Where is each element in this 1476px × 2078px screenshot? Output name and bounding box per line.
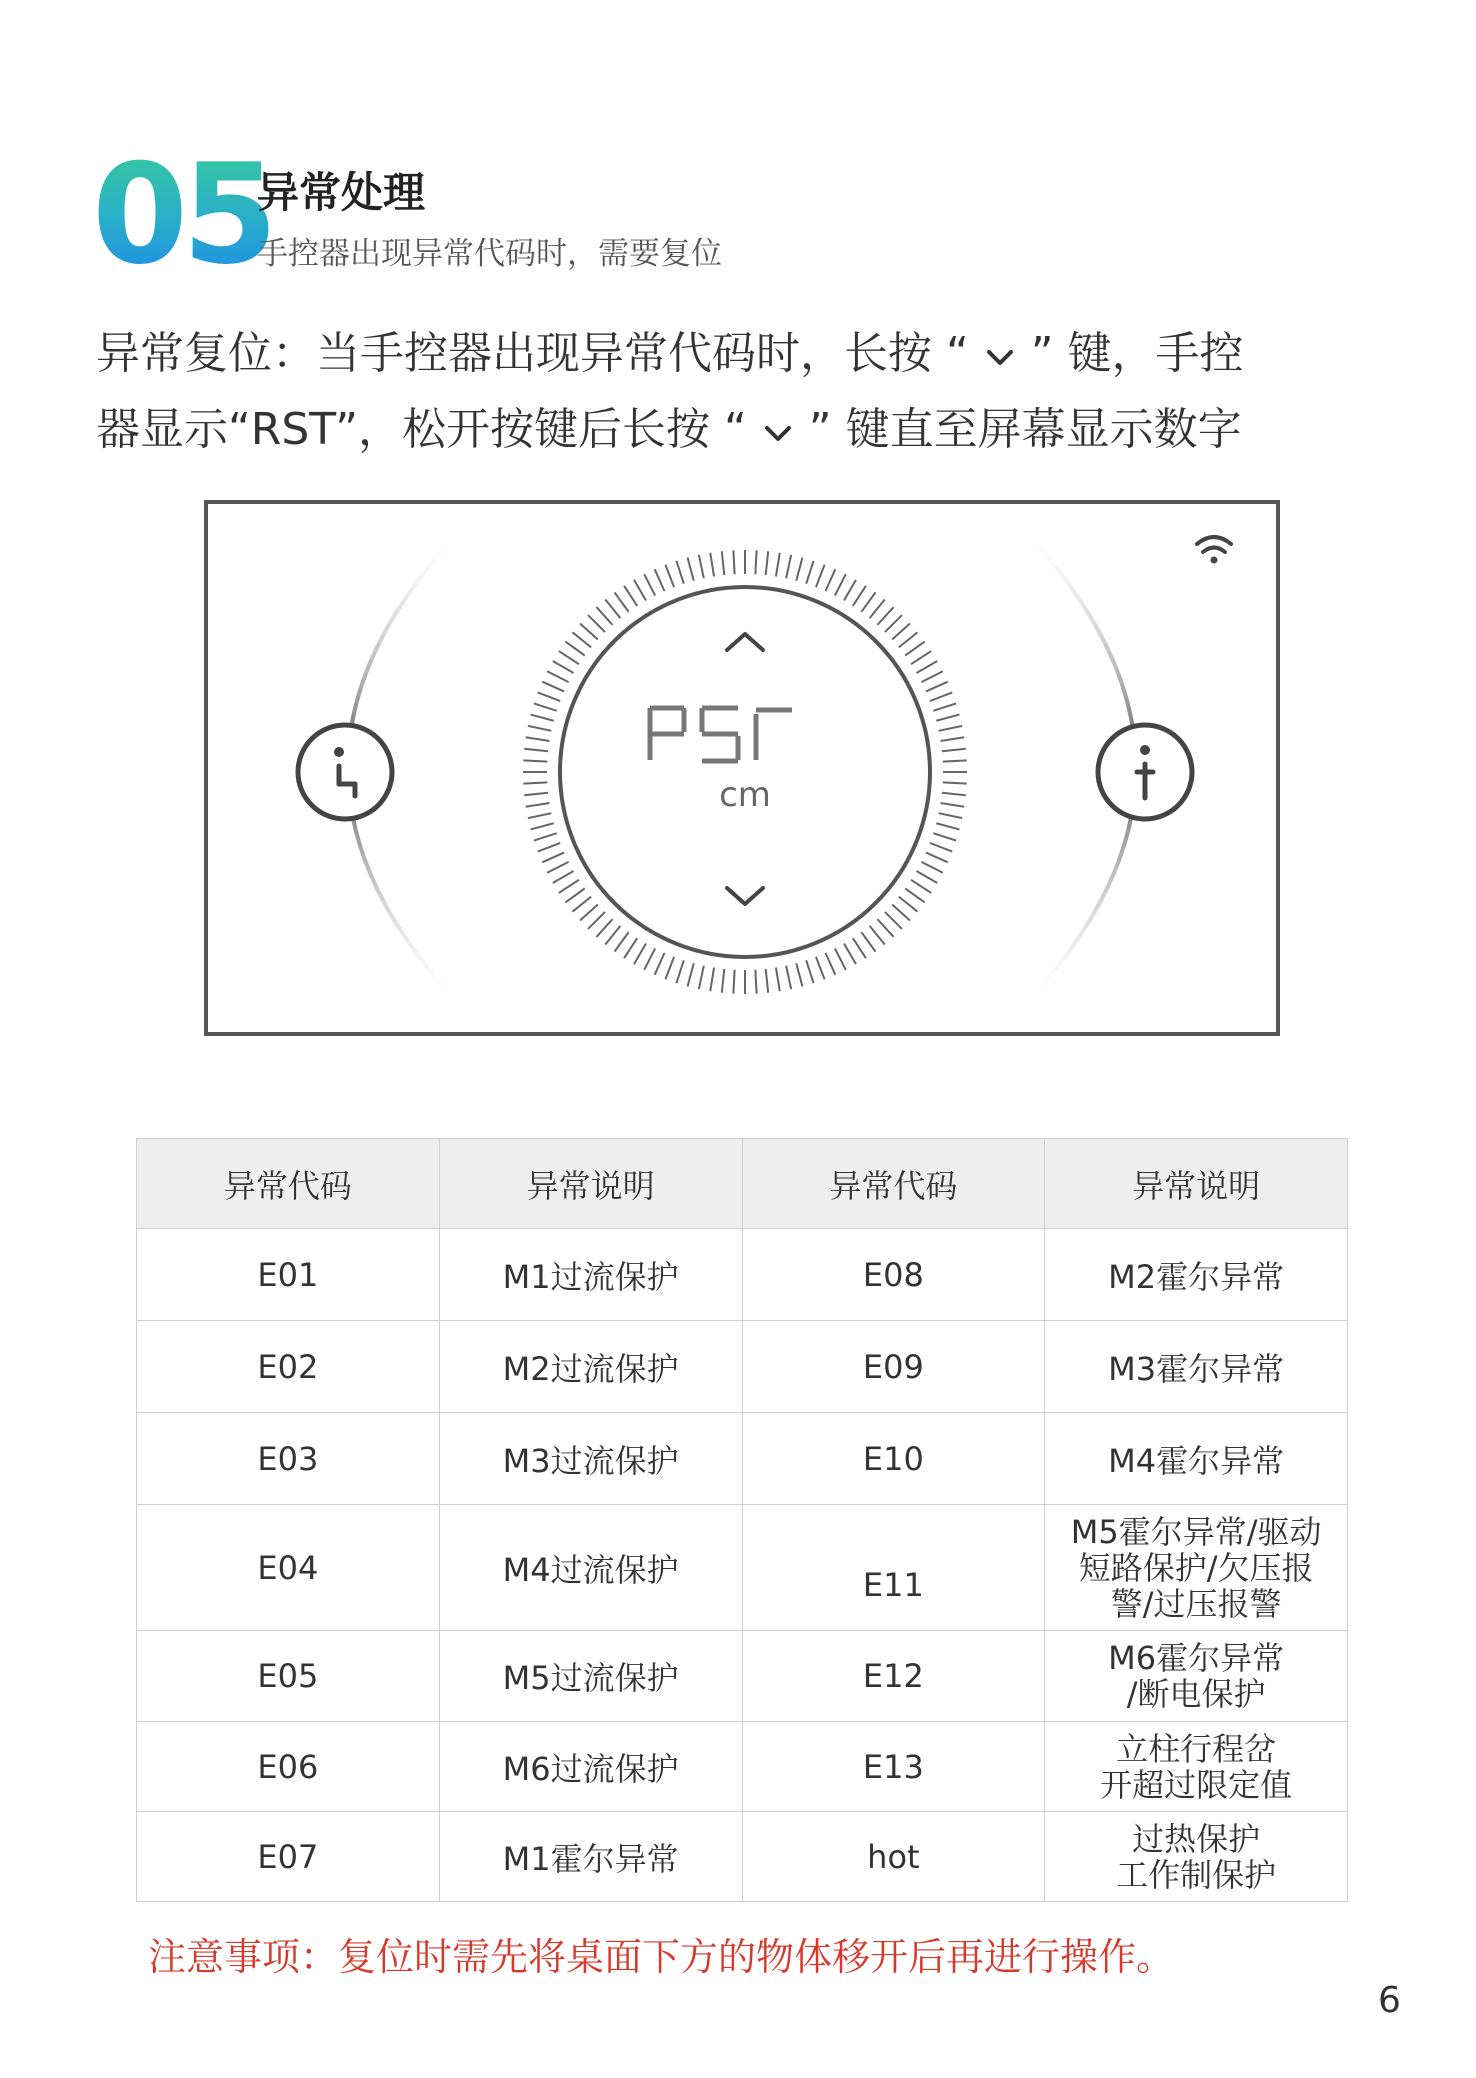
dial-tick [605,599,620,618]
dial-tick [624,586,637,606]
error-code-cell: E10 [742,1413,1045,1505]
desc-line: M5霍尔异常/驱动 短路保护/欠压报 警/过压报警 [1070,1512,1322,1623]
table-row [137,1505,1348,1631]
instruction-line-2-end: ” 键直至屏幕显示数字 [808,404,1242,455]
dial-tick [930,843,952,852]
dial-tick [844,943,856,964]
dial-tick [943,760,967,761]
error-desc-cell: M4霍尔异常 [1045,1413,1348,1505]
dial-tick [733,550,734,574]
dial-tick [885,615,902,632]
instruction-line-2-start: 器显示“RST”，松开按键后长按 “ [96,404,747,455]
wifi-icon [1197,537,1231,564]
dial-tick [885,912,902,929]
dial-tick [722,969,725,993]
dial-tick [766,969,769,993]
dial-tick [786,966,791,989]
dial-tick [572,632,591,647]
instruction-line-1-start: 异常复位：当手控器出现异常代码时，长按 “ [96,328,969,379]
dial-tick [835,948,846,969]
table-row [137,1413,1348,1505]
instruction-line-1-end: ” 键，手控 [1030,328,1244,379]
dial-tick [547,862,568,873]
error-code-cell: E01 [137,1229,440,1321]
dial-tick [936,823,959,829]
dial-tick [870,926,885,945]
error-code-cell: E05 [137,1631,440,1722]
dial-tick [916,871,937,883]
dial-tick [624,938,637,958]
dial-tick [538,692,560,701]
error-code-cell: E12 [742,1631,1045,1722]
error-desc-cell [1045,1505,1348,1631]
dial-tick [665,565,674,587]
dial-tick [565,888,584,902]
dial-tick [547,671,568,682]
dial-tick [531,823,554,829]
dial-tick [755,970,756,994]
dial-tick [644,574,655,595]
error-code-table [136,1138,1348,1902]
section-subtitle: 手控器出现异常代码时，需要复位 [257,236,722,272]
dial-tick [936,715,959,721]
dial-tick [542,682,564,692]
dial-tick [892,623,910,639]
dial-tick [588,615,605,632]
dial-tick [559,880,579,893]
table-header-row [137,1139,1348,1229]
dial-tick [853,586,866,606]
notice-text: 注意事项：复位时需先将桌面下方的物体移开后再进行操作。 [148,1935,1175,1979]
desc-line: M6霍尔异常 /断电保护 [1108,1639,1285,1713]
table-row [137,1812,1348,1902]
dial-tick [553,871,574,883]
dial-tick [892,904,910,920]
dial-tick [899,897,918,912]
dial-tick [905,888,924,902]
dial-tick [676,561,683,584]
section-title: 异常处理 [257,168,426,217]
desc-line: 过热保护 工作制保护 [1116,1819,1277,1894]
reset-instruction [96,316,1386,468]
dial-tick [941,737,965,741]
dial-tick [528,813,551,818]
error-code-cell: hot [742,1812,1045,1902]
dial-tick [596,607,612,625]
dial-tick [699,555,704,578]
dial-tick [526,803,550,807]
dial-tick [534,703,557,710]
table-row [137,1321,1348,1413]
error-desc-cell: M3过流保护 [439,1413,742,1505]
stand-position-button [1098,725,1192,819]
dial-tick [733,970,734,994]
dial-tick [816,565,825,587]
error-desc-cell: M3霍尔异常 [1045,1321,1348,1413]
dial-tick [911,651,931,664]
dial-tick [688,963,694,986]
error-desc-cell: M4过流保护 [439,1505,742,1631]
dial-tick [806,561,813,584]
error-desc-cell: M1过流保护 [439,1229,742,1321]
error-code-cell: E06 [137,1722,440,1812]
dial-tick [933,833,956,840]
dial-tick [916,661,937,673]
section-number: 05 [92,134,273,295]
error-code-cell: E13 [742,1722,1045,1812]
page-number: 6 [1378,1980,1401,2021]
table-row [137,1722,1348,1812]
header-code-2: 异常代码 [742,1139,1045,1229]
header-desc-2: 异常说明 [1045,1139,1348,1229]
error-desc-cell [1045,1631,1348,1722]
dial-tick [816,957,825,979]
dial-tick [665,957,674,979]
dial-tick [699,966,704,989]
dial-tick [538,843,560,852]
error-code-cell: E07 [137,1812,440,1902]
dial-tick [911,880,931,893]
dial-tick [877,919,893,937]
error-desc-cell: M6过流保护 [439,1722,742,1812]
dial-tick [926,853,948,863]
dial-tick [524,749,548,752]
dial-tick [796,558,802,581]
error-code-cell: E09 [742,1321,1045,1413]
error-desc-cell: M5过流保护 [439,1631,742,1722]
header-desc-1: 异常说明 [439,1139,742,1229]
dial-tick [933,703,956,710]
dial-tick [826,569,836,591]
instruction-line-1 [96,316,1386,392]
dial-tick [861,592,875,611]
table-row [137,1229,1348,1321]
dial-tick [776,553,780,577]
dial-tick [942,793,966,796]
sit-position-button [298,725,392,819]
dial-tick [531,715,554,721]
dial-tick [559,651,579,664]
dial-tick [572,897,591,912]
dial-tick [930,692,952,701]
error-desc-cell: M1霍尔异常 [439,1812,742,1902]
table-row [137,1631,1348,1722]
dial-tick [565,642,584,656]
dial-tick [826,953,836,975]
dial-tick [796,963,802,986]
dial-tick [905,642,924,656]
chevron-down-icon [983,342,1017,372]
dial-tick [710,968,714,992]
remote-illustration [204,500,1280,1036]
dial-tick [676,960,683,983]
dial-tick [524,793,548,796]
dial-tick [877,607,893,625]
dial-tick [755,550,756,574]
dial-tick [528,726,551,731]
error-code-cell: E08 [742,1229,1045,1321]
dial-tick [580,904,598,920]
dial-tick [655,569,665,591]
dial-tick [939,726,962,731]
display-unit: cm [719,775,771,815]
dial-tick [776,968,780,992]
dial-tick [722,551,725,575]
dial-tick [644,948,655,969]
dial-tick [870,599,885,618]
dial-tick [580,623,598,639]
chevron-down-icon [761,418,795,448]
dial-tick [921,671,942,682]
dial-tick [553,661,574,673]
dial-tick [844,580,856,601]
error-desc-cell [1045,1722,1348,1812]
dial-tick [615,592,629,611]
dial-tick [806,960,813,983]
dial-tick [939,813,962,818]
dial-tick [861,932,875,951]
error-desc-cell [1045,1812,1348,1902]
desc-line: 立柱行程岔 开超过限定值 [1100,1729,1293,1804]
dial-tick [926,682,948,692]
dial-tick [605,926,620,945]
dial-tick [921,862,942,873]
dial-tick [534,833,557,840]
dial-tick [766,551,769,575]
dial-tick [899,632,918,647]
dial-tick [523,782,547,783]
dial-tick [655,953,665,975]
error-code-cell: E03 [137,1413,440,1505]
dial-tick [615,932,629,951]
remote-panel-svg [208,504,1276,1032]
dial-tick [710,553,714,577]
dial-tick [943,782,967,783]
dial-tick [835,574,846,595]
dial-tick [596,919,612,937]
error-code-cell: E02 [137,1321,440,1413]
dial-tick [634,943,646,964]
dial-tick [634,580,646,601]
error-desc-cell: M2霍尔异常 [1045,1229,1348,1321]
dial-tick [523,760,547,761]
error-code-cell: E11 [742,1505,1045,1631]
dial-tick [853,938,866,958]
error-desc-cell: M2过流保护 [439,1321,742,1413]
dial-tick [542,853,564,863]
error-code-cell: E04 [137,1505,440,1631]
dial-tick [588,912,605,929]
dial-tick [526,737,550,741]
dial-tick [942,749,966,752]
dial-tick [786,555,791,578]
dial-tick [688,558,694,581]
instruction-line-2 [96,392,1386,468]
dial-tick [941,803,965,807]
header-code-1: 异常代码 [137,1139,440,1229]
